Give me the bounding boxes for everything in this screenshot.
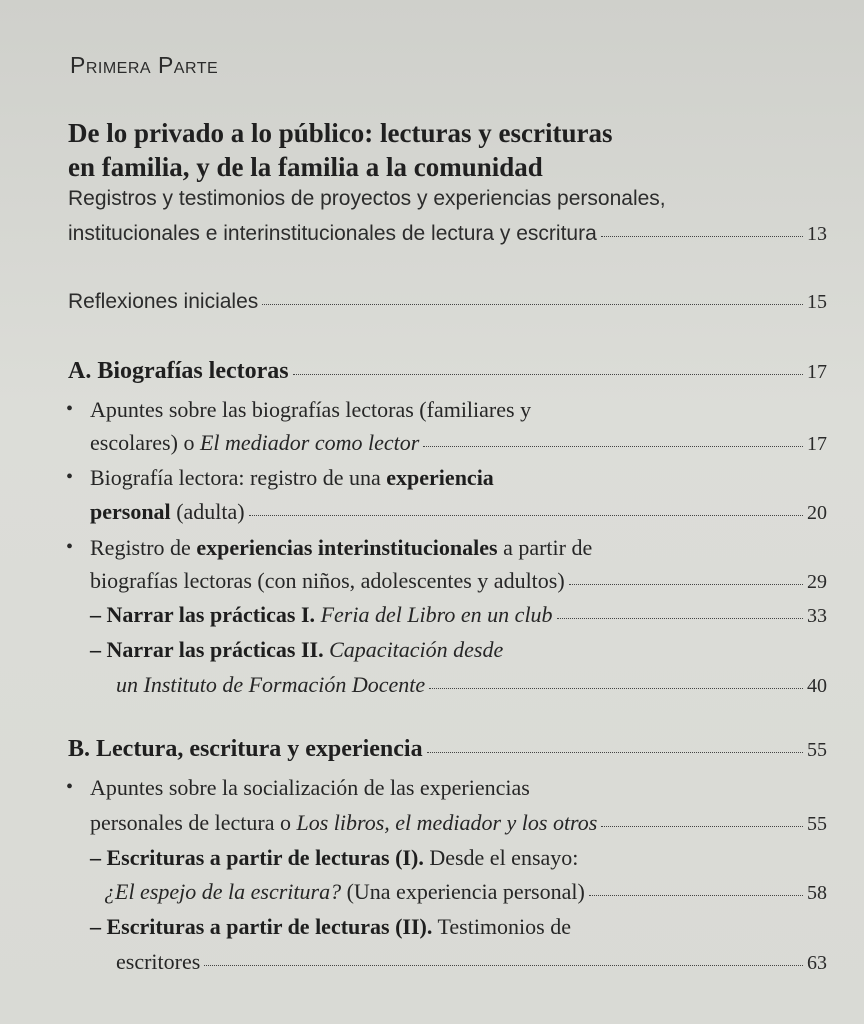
- section-heading: A. Biografías lectoras: [68, 358, 289, 384]
- item-text: [104, 879, 585, 905]
- entry-label: Reflexiones iniciales: [68, 290, 259, 313]
- item-line: Apuntes sobre la socialización de las experiencias: [90, 775, 530, 800]
- leader-dots: [601, 826, 803, 827]
- item-text-plain: (Una experiencia personal): [341, 879, 585, 904]
- item-text-bold: experiencias interinstitucionales: [196, 535, 498, 560]
- toc-entry-b1-sub2: [116, 949, 827, 975]
- item-text: [90, 810, 597, 836]
- part-label: Primera Parte: [70, 52, 219, 78]
- leader-dots: [557, 618, 803, 619]
- leader-dots: [204, 965, 803, 966]
- title-line-2: en familia, y de la familia a la comunidad: [68, 152, 543, 182]
- page-number: 63: [807, 952, 827, 974]
- item-line: Apuntes sobre las biografías lectoras (familiares y: [90, 397, 532, 422]
- item-line: [90, 535, 592, 561]
- item-text-plain: a partir de: [497, 535, 593, 560]
- page-number: 55: [807, 739, 827, 761]
- toc-section-a: [68, 358, 827, 385]
- item-text-italic: un Instituto de Formación Docente: [116, 672, 426, 697]
- item-line: [90, 465, 494, 491]
- item-text-bold: experiencia: [386, 465, 494, 490]
- item-text-bold: – Escrituras a partir de lecturas (II).: [90, 914, 433, 939]
- item-line: [90, 637, 503, 663]
- toc-entry-a3-sub1: [90, 602, 827, 628]
- toc-entry-b1-sub1: [104, 879, 827, 905]
- page-number: 33: [807, 605, 827, 627]
- item-text-italic: Feria del Libro en un club: [315, 602, 553, 627]
- item-text: [90, 499, 245, 525]
- leader-dots: [569, 584, 803, 585]
- item-text: escritores: [116, 949, 201, 974]
- toc-entry-a2: [90, 499, 827, 525]
- item-text-plain: personales de lectura o: [90, 810, 297, 835]
- section-heading: B. Lectura, escritura y experiencia: [68, 736, 423, 762]
- title-line-1: De lo privado a lo público: lecturas y escrituras: [68, 118, 613, 148]
- page-number: 40: [807, 675, 827, 697]
- toc-entry-a3: [90, 568, 827, 594]
- leader-dots: [293, 374, 803, 375]
- bullet-marker: •: [66, 536, 74, 558]
- item-text: [90, 602, 553, 628]
- leader-dots: [423, 446, 803, 447]
- subtitle-line-1: Registros y testimonios de proyectos y experiencias personales,: [68, 187, 666, 210]
- item-text-italic: Capacitación desde: [323, 637, 504, 662]
- page-number: 17: [807, 433, 827, 455]
- item-text-italic: El mediador como lector: [199, 430, 420, 455]
- leader-dots: [429, 688, 803, 689]
- leader-dots: [601, 236, 803, 237]
- leader-dots: [589, 895, 803, 896]
- item-text-italic: Los libros, el mediador y los otros: [296, 810, 598, 835]
- toc-entry-reflexiones: [68, 290, 827, 314]
- chapter-title: [68, 116, 612, 184]
- page-number: 15: [807, 291, 827, 313]
- item-text-bold: – Narrar las prácticas II.: [90, 637, 324, 662]
- leader-dots: [427, 752, 803, 753]
- toc-entry-a1: [90, 430, 827, 456]
- page-number: 17: [807, 361, 827, 383]
- item-line: [90, 845, 578, 871]
- item-line: [90, 914, 571, 940]
- item-text-plain: (adulta): [170, 499, 245, 524]
- bullet-marker: •: [66, 398, 74, 420]
- item-text-plain: Desde el ensayo:: [423, 845, 579, 870]
- page-number: 58: [807, 882, 827, 904]
- item-text-bold: personal: [90, 499, 171, 524]
- page-number: 29: [807, 571, 827, 593]
- item-text-plain: Registro de: [90, 535, 197, 560]
- toc-entry-subtitle: [68, 222, 827, 246]
- subtitle-line-2: institucionales e interinstitucionales de lectura y escritura: [68, 222, 597, 245]
- item-text-plain: Biografía lectora: registro de una: [90, 465, 387, 490]
- toc-entry-b1: [90, 810, 827, 836]
- item-text-bold: – Escrituras a partir de lecturas (I).: [90, 845, 424, 870]
- page-number: 55: [807, 813, 827, 835]
- item-text: [90, 430, 419, 456]
- leader-dots: [249, 515, 803, 516]
- item-text: biografías lectoras (con niños, adolescentes y adultos): [90, 568, 565, 593]
- item-text-bold: – Narrar las prácticas I.: [90, 602, 316, 627]
- toc-entry-a3-sub2: [116, 672, 827, 698]
- page-number: 20: [807, 502, 827, 524]
- bullet-marker: •: [66, 776, 74, 798]
- toc-section-b: [68, 736, 827, 763]
- item-text-plain: Testimonios de: [432, 914, 571, 939]
- leader-dots: [262, 304, 803, 305]
- bullet-marker: •: [66, 466, 74, 488]
- item-text-italic: ¿El espejo de la escritura?: [104, 879, 342, 904]
- page-number: 13: [807, 223, 827, 245]
- item-text-plain: escolares) o: [90, 430, 200, 455]
